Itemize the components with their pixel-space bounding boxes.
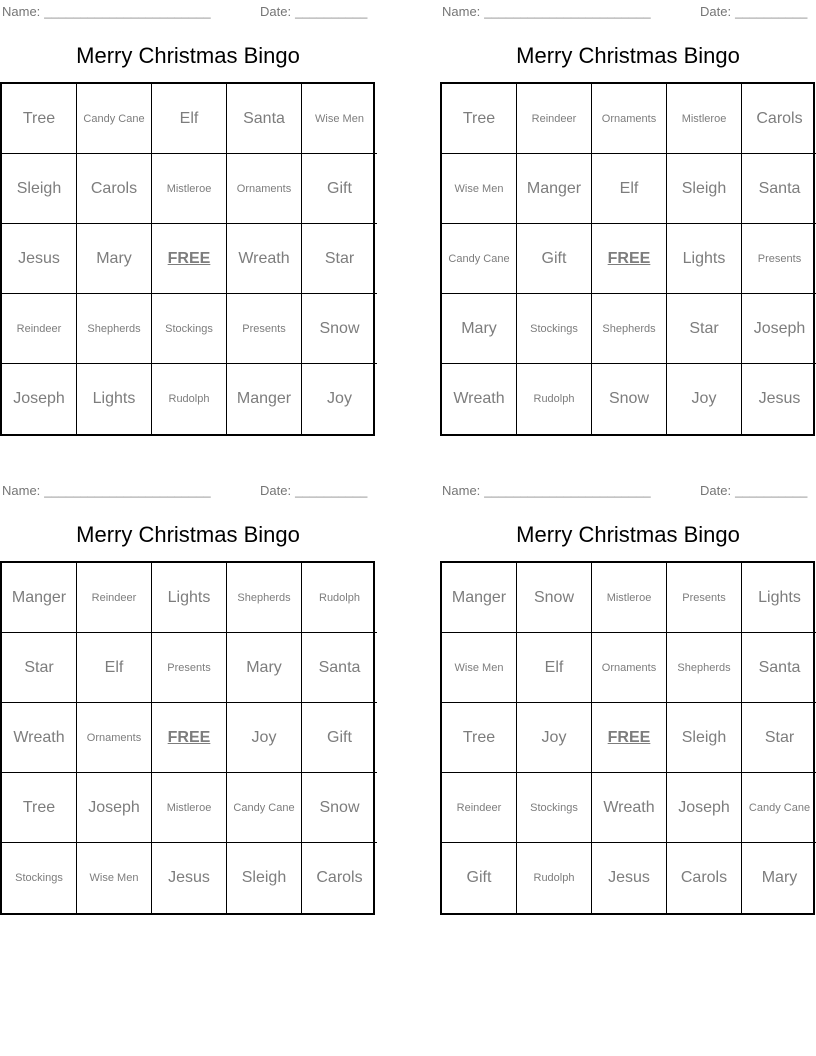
bingo-card-4: [440, 479, 816, 915]
name-label: Name:: [2, 4, 41, 19]
bingo-cell: Sleigh: [227, 843, 302, 913]
bingo-cell: Shepherds: [592, 294, 667, 364]
bingo-cell: Rudolph: [302, 563, 377, 633]
bingo-cell: Carols: [667, 843, 742, 913]
bingo-cell: Reindeer: [77, 563, 152, 633]
bingo-cell: Star: [302, 224, 377, 294]
bingo-cell: Wise Men: [77, 843, 152, 913]
bingo-cell: Wreath: [2, 703, 77, 773]
bingo-cell: Ornaments: [227, 154, 302, 224]
bingo-cell: Mistleroe: [592, 563, 667, 633]
bingo-cell: Presents: [742, 224, 816, 294]
bingo-cell: Jesus: [592, 843, 667, 913]
name-blank-line: _______________________: [44, 483, 211, 498]
bingo-cell: Manger: [442, 563, 517, 633]
bingo-cell: Presents: [227, 294, 302, 364]
card-title: Merry Christmas Bingo: [76, 522, 300, 547]
card-title: Merry Christmas Bingo: [516, 522, 740, 547]
date-label: Date:: [700, 4, 732, 19]
date-label: Date:: [700, 483, 732, 498]
bingo-cell: Stockings: [517, 773, 592, 843]
bingo-cell: Stockings: [152, 294, 227, 364]
bingo-cell: Lights: [77, 364, 152, 434]
bingo-cell: Mistleroe: [152, 773, 227, 843]
bingo-grid: [0, 561, 375, 915]
bingo-cell: Rudolph: [152, 364, 227, 434]
bingo-cell: Carols: [316, 869, 363, 886]
bingo-cell: Joy: [327, 390, 352, 407]
bingo-cell: Joy: [667, 364, 742, 434]
bingo-cell: Snow: [302, 773, 377, 843]
bingo-cell: Snow: [517, 563, 592, 633]
card-header: [440, 0, 816, 21]
date-label: Date:: [260, 4, 292, 19]
name-blank-line: _______________________: [484, 483, 651, 498]
bingo-cell: Wreath: [442, 364, 517, 434]
bingo-cell: Lights: [742, 563, 816, 633]
bingo-cell: Tree: [442, 703, 517, 773]
bingo-cell: Manger: [2, 563, 77, 633]
bingo-cell: Sleigh: [667, 703, 742, 773]
bingo-cell: Wreath: [592, 773, 667, 843]
name-label: Name:: [2, 483, 41, 498]
bingo-grid: [0, 82, 375, 436]
bingo-cell: Gift: [517, 224, 592, 294]
date-label: Date:: [260, 483, 292, 498]
bingo-cell: Carols: [742, 84, 816, 154]
bingo-cell: Gift: [442, 843, 517, 913]
bingo-cell: Star: [742, 703, 816, 773]
bingo-cell: Jesus: [2, 224, 77, 294]
bingo-cell: Shepherds: [227, 563, 302, 633]
bingo-cell: Snow: [302, 294, 377, 364]
bingo-cell: Rudolph: [517, 364, 592, 434]
bingo-cell: Ornaments: [77, 703, 152, 773]
bingo-cell: Santa: [302, 633, 377, 703]
bingo-cell: Sleigh: [667, 154, 742, 224]
bingo-cell: Joseph: [77, 773, 152, 843]
bingo-cell: Mary: [77, 224, 152, 294]
bingo-cell: Ornaments: [592, 633, 667, 703]
bingo-card-3: [0, 479, 376, 915]
card-title: Merry Christmas Bingo: [76, 43, 300, 68]
bingo-cell: Star: [667, 294, 742, 364]
bingo-cell: Joy: [227, 703, 302, 773]
card-title: Merry Christmas Bingo: [516, 43, 740, 68]
bingo-cell: Joseph: [742, 294, 816, 364]
bingo-cell: Rudolph: [517, 843, 592, 913]
bingo-cell: Shepherds: [77, 294, 152, 364]
date-blank-line: __________: [295, 483, 368, 498]
bingo-cell: Tree: [2, 773, 77, 843]
bingo-cell: Mary: [442, 294, 517, 364]
bingo-cell: Reindeer: [517, 84, 592, 154]
bingo-cell: Stockings: [2, 843, 77, 913]
bingo-cell: Carols: [77, 154, 152, 224]
bingo-grid: [440, 561, 815, 915]
name-label: Name:: [442, 483, 481, 498]
bingo-cell: Tree: [2, 84, 77, 154]
bingo-cell: Candy Cane: [442, 224, 517, 294]
bingo-cell: Mistleroe: [152, 154, 227, 224]
bingo-cell: Santa: [742, 633, 816, 703]
bingo-cell: Tree: [442, 84, 517, 154]
bingo-cell: Joy: [517, 703, 592, 773]
bingo-cell: Presents: [667, 563, 742, 633]
bingo-cell: Jesus: [152, 843, 227, 913]
bingo-cell: Stockings: [517, 294, 592, 364]
date-blank-line: __________: [295, 4, 368, 19]
bingo-card-1: [0, 0, 376, 436]
bingo-cell: Mistleroe: [667, 84, 742, 154]
bingo-cell: Jesus: [758, 390, 801, 407]
bingo-cell-free: FREE: [152, 224, 227, 294]
bingo-cell: Joseph: [667, 773, 742, 843]
bingo-cell: Mary: [227, 633, 302, 703]
bingo-cell: Shepherds: [667, 633, 742, 703]
bingo-cell: Snow: [592, 364, 667, 434]
card-header: [440, 479, 816, 500]
card-header: [0, 479, 376, 500]
bingo-cell: Manger: [517, 154, 592, 224]
bingo-cell: Elf: [152, 84, 227, 154]
bingo-cell: Candy Cane: [77, 84, 152, 154]
bingo-cell: Joseph: [2, 364, 77, 434]
bingo-cell-free: FREE: [592, 224, 667, 294]
bingo-cell: Reindeer: [442, 773, 517, 843]
bingo-cell: Wise Men: [442, 154, 517, 224]
bingo-cell: Elf: [517, 633, 592, 703]
bingo-cell: Wise Men: [302, 84, 377, 154]
bingo-cell: Ornaments: [592, 84, 667, 154]
bingo-cell: Reindeer: [2, 294, 77, 364]
date-blank-line: __________: [735, 4, 808, 19]
bingo-cell: Manger: [227, 364, 302, 434]
card-header: [0, 0, 376, 21]
bingo-cell: Candy Cane: [742, 773, 816, 843]
bingo-card-2: [440, 0, 816, 436]
date-blank-line: __________: [735, 483, 808, 498]
bingo-cell: Gift: [302, 154, 377, 224]
bingo-cell: Sleigh: [2, 154, 77, 224]
name-blank-line: _______________________: [484, 4, 651, 19]
bingo-cell: Presents: [152, 633, 227, 703]
bingo-grid: [440, 82, 815, 436]
bingo-cell: Lights: [152, 563, 227, 633]
bingo-cell: Elf: [77, 633, 152, 703]
bingo-cell: Elf: [592, 154, 667, 224]
bingo-cell: Mary: [761, 869, 798, 886]
bingo-cell: Star: [2, 633, 77, 703]
name-label: Name:: [442, 4, 481, 19]
bingo-cell: Santa: [742, 154, 816, 224]
name-blank-line: _______________________: [44, 4, 211, 19]
bingo-cell: Gift: [302, 703, 377, 773]
bingo-cell-free: FREE: [592, 703, 667, 773]
bingo-cell: Candy Cane: [227, 773, 302, 843]
bingo-cell-free: FREE: [152, 703, 227, 773]
bingo-cell: Santa: [227, 84, 302, 154]
bingo-cell: Wise Men: [442, 633, 517, 703]
bingo-cell: Wreath: [227, 224, 302, 294]
bingo-cell: Lights: [667, 224, 742, 294]
